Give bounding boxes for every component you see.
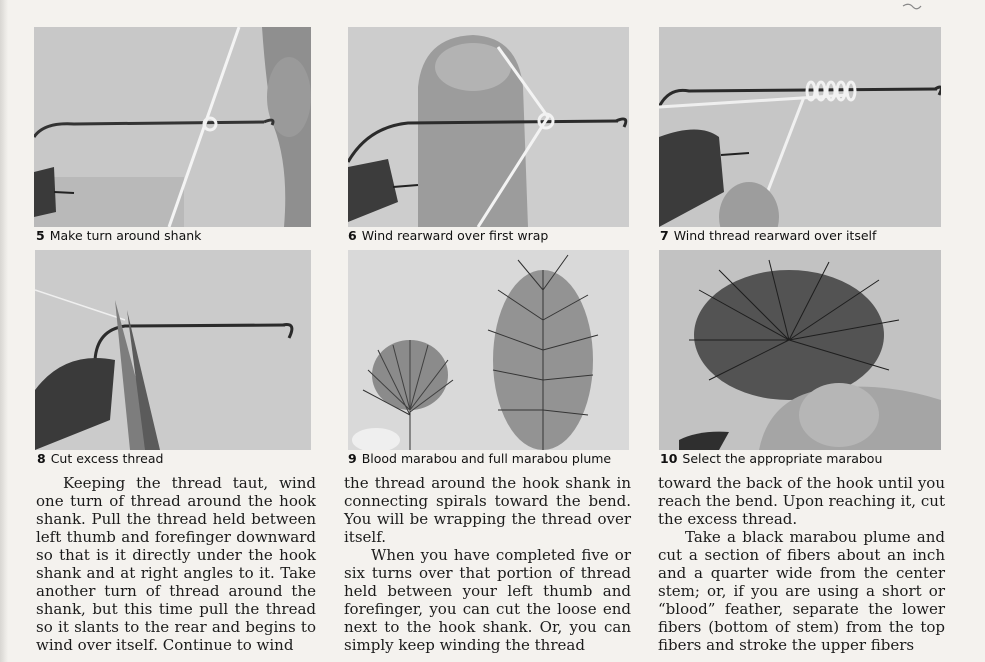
text-column-2: [344, 474, 631, 654]
paragraph: Take a black marabou plume and cut a section of fibers about an inch and a quarter wide from the center stem; or, if you are using a short or “blood” feather, separate the lower fibers (bottom of stem) from the top fibers and stroke the upper fibers: [658, 528, 945, 654]
photo-marabou-plumes: [348, 250, 629, 450]
paragraph: Keeping the thread taut, wind one turn of thread around the hook shank. Pull the thread held between left thumb and forefinger downward so that is it directly under the hook shank and at right angles to it. Take another turn of thread around the shank, but this time pull the thread so it slants to the rear and begins to wind over itself. Continue to wind: [36, 474, 316, 654]
photo-make-turn: [34, 27, 311, 227]
photo-caption: 8 Cut excess thread: [37, 451, 164, 466]
photo-caption: 9 Blood marabou and full marabou plume: [348, 451, 612, 466]
photo-caption: 10 Select the appropriate marabou: [660, 451, 883, 466]
photo-cut-thread: [35, 250, 311, 450]
text-column-1: [36, 474, 316, 654]
photo-caption: 7 Wind thread rearward over itself: [660, 228, 877, 243]
corner-mark: [901, 0, 923, 16]
photo-select-marabou: [659, 250, 941, 450]
page-edge: [0, 0, 8, 662]
paragraph: When you have completed five or six turns over that portion of thread held between your left thumb and forefinger, you can cut the loose end next to the hook shank. Or, you can simply keep winding the thread: [344, 546, 631, 654]
paragraph: toward the back of the hook until you reach the bend. Upon reaching it, cut the excess thread.: [658, 474, 945, 528]
photo-wind-rearward: [348, 27, 629, 227]
photo-caption: 6 Wind rearward over first wrap: [348, 228, 549, 243]
text-column-3: [658, 474, 945, 654]
paragraph: the thread around the hook shank in connecting spirals toward the bend. You will be wrapping the thread over itself.: [344, 474, 631, 546]
photo-wind-over-itself: [659, 27, 941, 227]
photo-caption: 5 Make turn around shank: [36, 228, 202, 243]
